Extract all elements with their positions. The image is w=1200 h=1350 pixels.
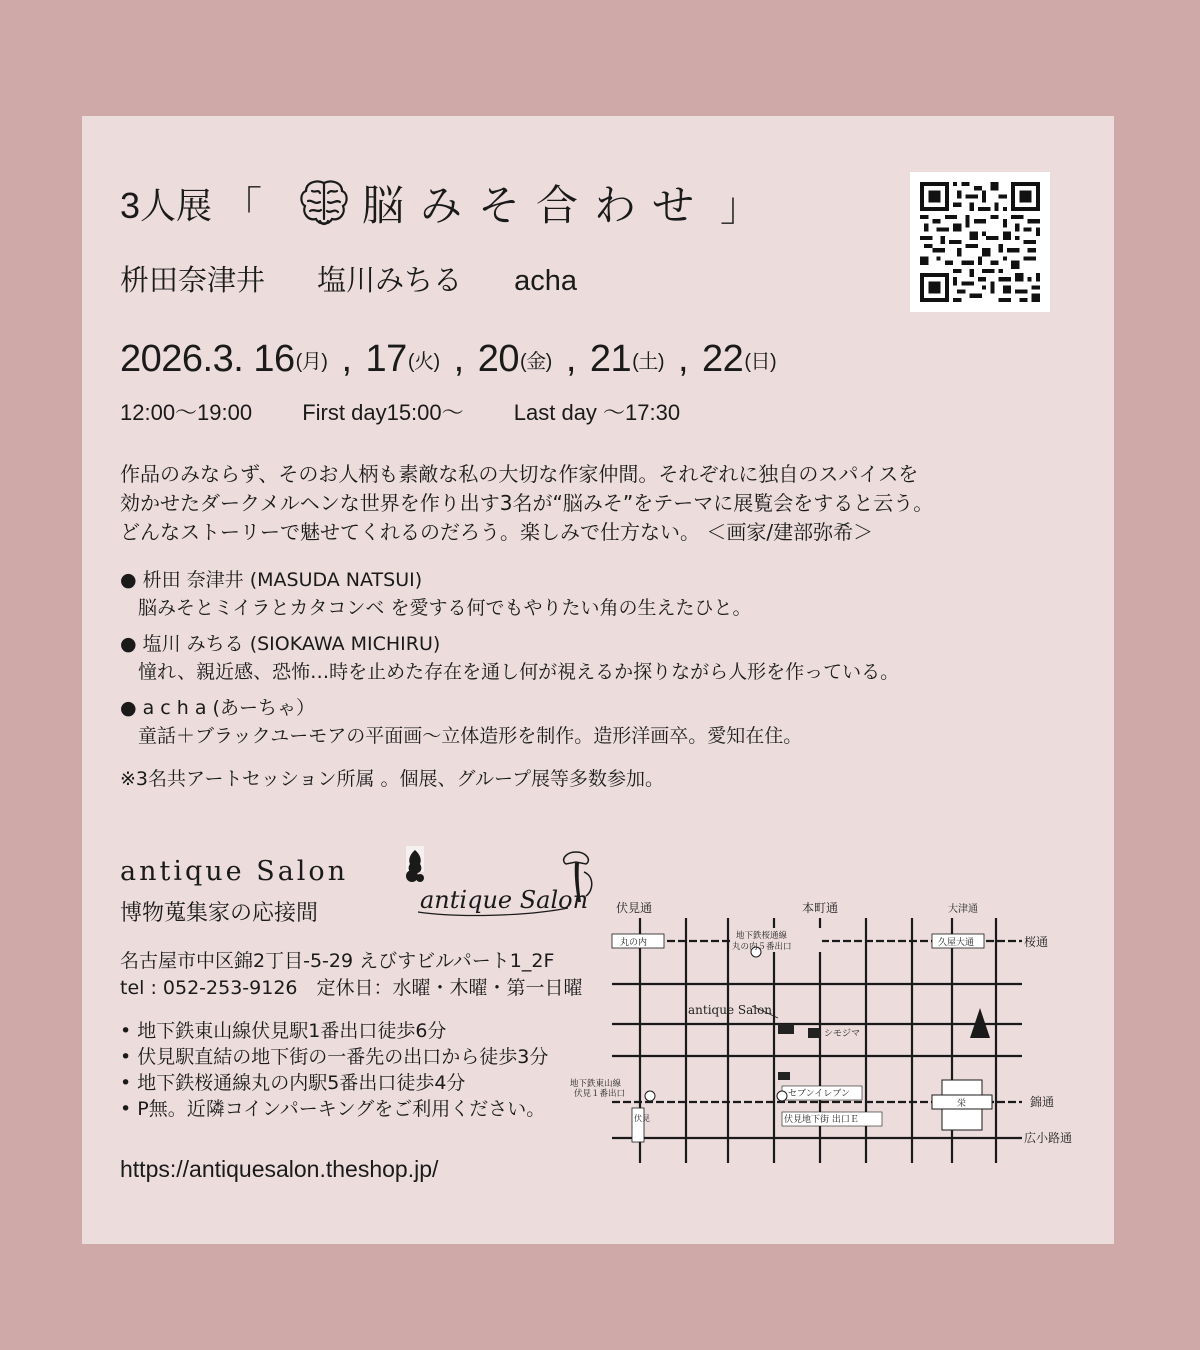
salon-tel[interactable]: tel : 052-253-9126 定休日：水曜・木曜・第一日曜 (120, 977, 583, 999)
svg-text:シモジマ: シモジマ (824, 1029, 861, 1039)
date-dow: (日) (744, 351, 777, 373)
intro-line: 作品のみならず、そのお人柄も素敵な私の大切な作家仲間。それぞれに独自のスパイスを (120, 462, 919, 486)
hours-first-day: First day15:00〜 (302, 400, 464, 425)
salon-name: antique Salon (120, 856, 349, 887)
date-day: 17 (365, 338, 407, 380)
title-close-bracket: 」 (720, 183, 761, 230)
access-list (120, 1018, 548, 1122)
svg-text:大津通: 大津通 (948, 904, 978, 915)
intro-line: どんなストーリーで魅せてくれるのだろう。楽しみで仕方ない。 ＜画家/建部弥希＞ (120, 520, 874, 544)
artist-profile-name: ● 枡田 奈津井 (MASUDA NATSUI) (120, 566, 1080, 594)
qr-code-image (920, 182, 1040, 302)
exhibition-title (120, 168, 770, 238)
artist-profile-desc: 憧れ、親近感、恐怖…時を止めた存在を通し何が視えるか探りながら人形を作っている。 (138, 661, 900, 683)
date-day: 16 (253, 338, 295, 380)
svg-text:地下鉄東山線: 地下鉄東山線 (570, 1079, 622, 1089)
svg-text:antique Salon: antique Salon (688, 1003, 773, 1017)
hours-regular: 12:00〜19:00 (120, 400, 253, 425)
hours-last-day: Last day 〜17:30 (513, 400, 681, 425)
artist-profile-name: ● 塩川 みちる (SIOKAWA MICHIRU) (120, 630, 1080, 658)
date-separator: , (677, 338, 689, 380)
artist-profile-desc: 脳みそとミイラとカタコンベ を愛する何でもやりたい角の生えたひと。 (138, 597, 752, 619)
title-prefix: 3人展 (120, 184, 213, 226)
intro-line: 効かせたダークメルヘンな世界を作り出す3名が“脳みそ”をテーマに展覧会をすると云う。 (120, 491, 934, 515)
artist-profile-acha (120, 694, 1080, 750)
svg-text:栄: 栄 (957, 1099, 967, 1109)
access-item: • 地下鉄東山線伏見駅1番出口徒歩6分 (120, 1018, 548, 1044)
artist-profile-siokawa (120, 630, 1080, 686)
footnote: ※3名共アートセッション所属 。個展、グループ展等多数参加。 (120, 768, 665, 790)
date-separator: , (565, 338, 576, 380)
svg-text:広小路通: 広小路通 (1024, 1131, 1073, 1145)
svg-text:伏見: 伏見 (634, 1114, 650, 1123)
date-separator: , (453, 338, 464, 380)
artists-line (120, 258, 621, 299)
brain-icon (296, 175, 352, 231)
salon-building-marker (778, 1024, 794, 1034)
title-open-bracket: 「 (222, 183, 263, 230)
date-separator: , (341, 338, 352, 380)
date-day: 22 (702, 338, 744, 380)
salon-subtitle: 博物蒐集家の応接間 (120, 901, 319, 926)
qr-code[interactable] (910, 172, 1050, 312)
access-map (570, 898, 1102, 1178)
exhibition-dates (120, 338, 776, 381)
svg-text:丸の内: 丸の内 (620, 938, 648, 948)
artist-profile-desc: 童話＋ブラックユーモアの平面画〜立体造形を制作。造形洋画卒。愛知在住。 (138, 725, 803, 747)
flyer-card (82, 116, 1114, 1244)
date-dow: (火) (407, 351, 440, 373)
title-main: 脳みそ合わせ (362, 181, 711, 230)
svg-text:伏見１番出口: 伏見１番出口 (574, 1089, 626, 1099)
artist-profile-masuda (120, 566, 1080, 622)
svg-text:伏見通: 伏見通 (616, 901, 653, 915)
svg-text:丸の内５番出口: 丸の内５番出口 (732, 942, 792, 952)
opening-hours (120, 396, 724, 427)
salon-address-block (120, 948, 583, 1002)
salon-logo (398, 846, 598, 926)
date-dow: (月) (295, 351, 328, 373)
access-item: • 伏見駅直結の地下街の一番先の出口から徒歩3分 (120, 1044, 548, 1070)
svg-text:地下鉄桜通線: 地下鉄桜通線 (736, 931, 788, 941)
logo-text: antique Salon (420, 886, 589, 914)
date-day: 20 (477, 338, 519, 380)
access-item: • 地下鉄桜通線丸の内駅5番出口徒歩4分 (120, 1070, 548, 1096)
svg-text:錦通: 錦通 (1030, 1095, 1055, 1109)
artist-profile-name: ● a c h a (あーちゃ） (120, 694, 1080, 722)
date-year-month: 2026.3. (120, 338, 244, 380)
svg-text:久屋大通: 久屋大通 (938, 938, 975, 948)
artist-name: 塩川みちる (317, 265, 463, 297)
svg-text:本町通: 本町通 (802, 901, 839, 915)
access-item: • P無。近隣コインパーキングをご利用ください。 (120, 1096, 548, 1122)
artist-name: acha (514, 265, 578, 297)
artist-name: 枡田奈津井 (120, 265, 266, 297)
shimojima-marker (808, 1028, 820, 1038)
intro-text (120, 460, 1080, 547)
salon-address: 名古屋市中区錦2丁目-5-29 えびすビルパート1_2F (120, 950, 555, 972)
svg-text:伏見地下街 出口Ｅ: 伏見地下街 出口Ｅ (784, 1115, 859, 1125)
date-day: 21 (589, 338, 632, 380)
date-dow: (土) (632, 351, 664, 373)
seven-eleven-marker (778, 1072, 790, 1080)
svg-text:セブンイレブン: セブンイレブン (788, 1089, 850, 1099)
date-dow: (金) (519, 351, 552, 373)
shop-url-link[interactable]: https://antiquesalon.theshop.jp/ (120, 1156, 439, 1182)
svg-text:桜通: 桜通 (1024, 935, 1049, 949)
